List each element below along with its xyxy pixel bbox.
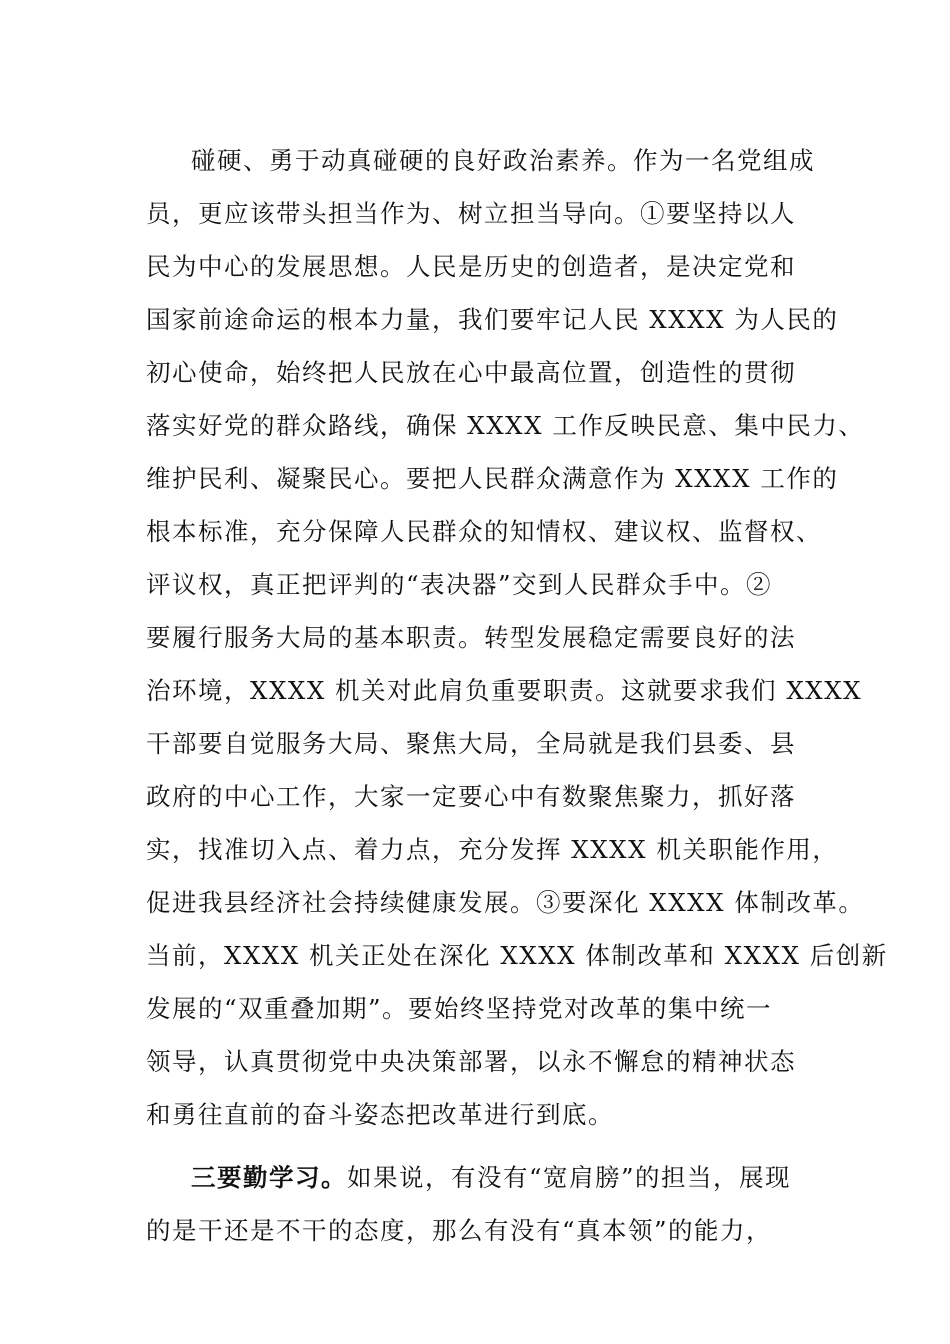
section-heading: 三要勤学习。	[191, 1163, 347, 1192]
paragraph-line: 要履行服务大局的基本职责。转型发展稳定需要良好的法	[146, 623, 796, 652]
paragraph-line: 碰硬、勇于动真碰硬的良好政治素养。作为一名党组成	[191, 146, 815, 175]
paragraph-line: 员，更应该带头担当作为、树立担当导向。①要坚持以人	[146, 199, 796, 228]
paragraph-line: 实，找准切入点、着力点，充分发挥 XXXX 机关职能作用，	[146, 835, 839, 864]
paragraph-line: 治环境，XXXX 机关对此肩负重要职责。这就要求我们 XXXX	[146, 676, 863, 705]
paragraph-line: 根本标准，充分保障人民群众的知情权、建议权、监督权、	[146, 517, 822, 546]
paragraph-line	[146, 1151, 816, 1204]
paragraph-line: 民为中心的发展思想。人民是历史的创造者，是决定党和	[146, 252, 796, 281]
paragraph-line: 评议权，真正把评判的“表决器”交到人民群众手中。②	[146, 570, 773, 599]
paragraph-text: 如果说，有没有“宽肩膀”的担当，展现	[347, 1163, 792, 1192]
paragraph-line: 干部要自觉服务大局、聚焦大局，全局就是我们县委、县	[146, 729, 796, 758]
paragraph-line: 发展的“双重叠加期”。要始终坚持党对改革的集中统一	[146, 994, 773, 1023]
paragraph-line: 维护民利、凝聚民心。要把人民群众满意作为 XXXX 工作的	[146, 464, 839, 493]
paragraph-line: 当前，XXXX 机关正处在深化 XXXX 体制改革和 XXXX 后创新	[146, 941, 888, 970]
paragraph-spacer	[146, 1141, 816, 1151]
paragraph-line: 的是干还是不干的态度，那么有没有“真本领”的能力，	[146, 1216, 773, 1245]
paragraph-line: 落实好党的群众路线，确保 XXXX 工作反映民意、集中民力、	[146, 411, 865, 440]
paragraph-line: 和勇往直前的奋斗姿态把改革进行到底。	[146, 1100, 614, 1129]
paragraph-line: 政府的中心工作，大家一定要心中有数聚焦聚力，抓好落	[146, 782, 796, 811]
paragraph-line: 初心使命，始终把人民放在心中最高位置，创造性的贯彻	[146, 358, 796, 387]
document-body	[146, 134, 888, 1257]
paragraph-line: 国家前途命运的根本力量，我们要牢记人民 XXXX 为人民的	[146, 305, 839, 334]
paragraph-line: 促进我县经济社会持续健康发展。③要深化 XXXX 体制改革。	[146, 888, 865, 917]
paragraph-line: 领导，认真贯彻党中央决策部署，以永不懈怠的精神状态	[146, 1047, 796, 1076]
